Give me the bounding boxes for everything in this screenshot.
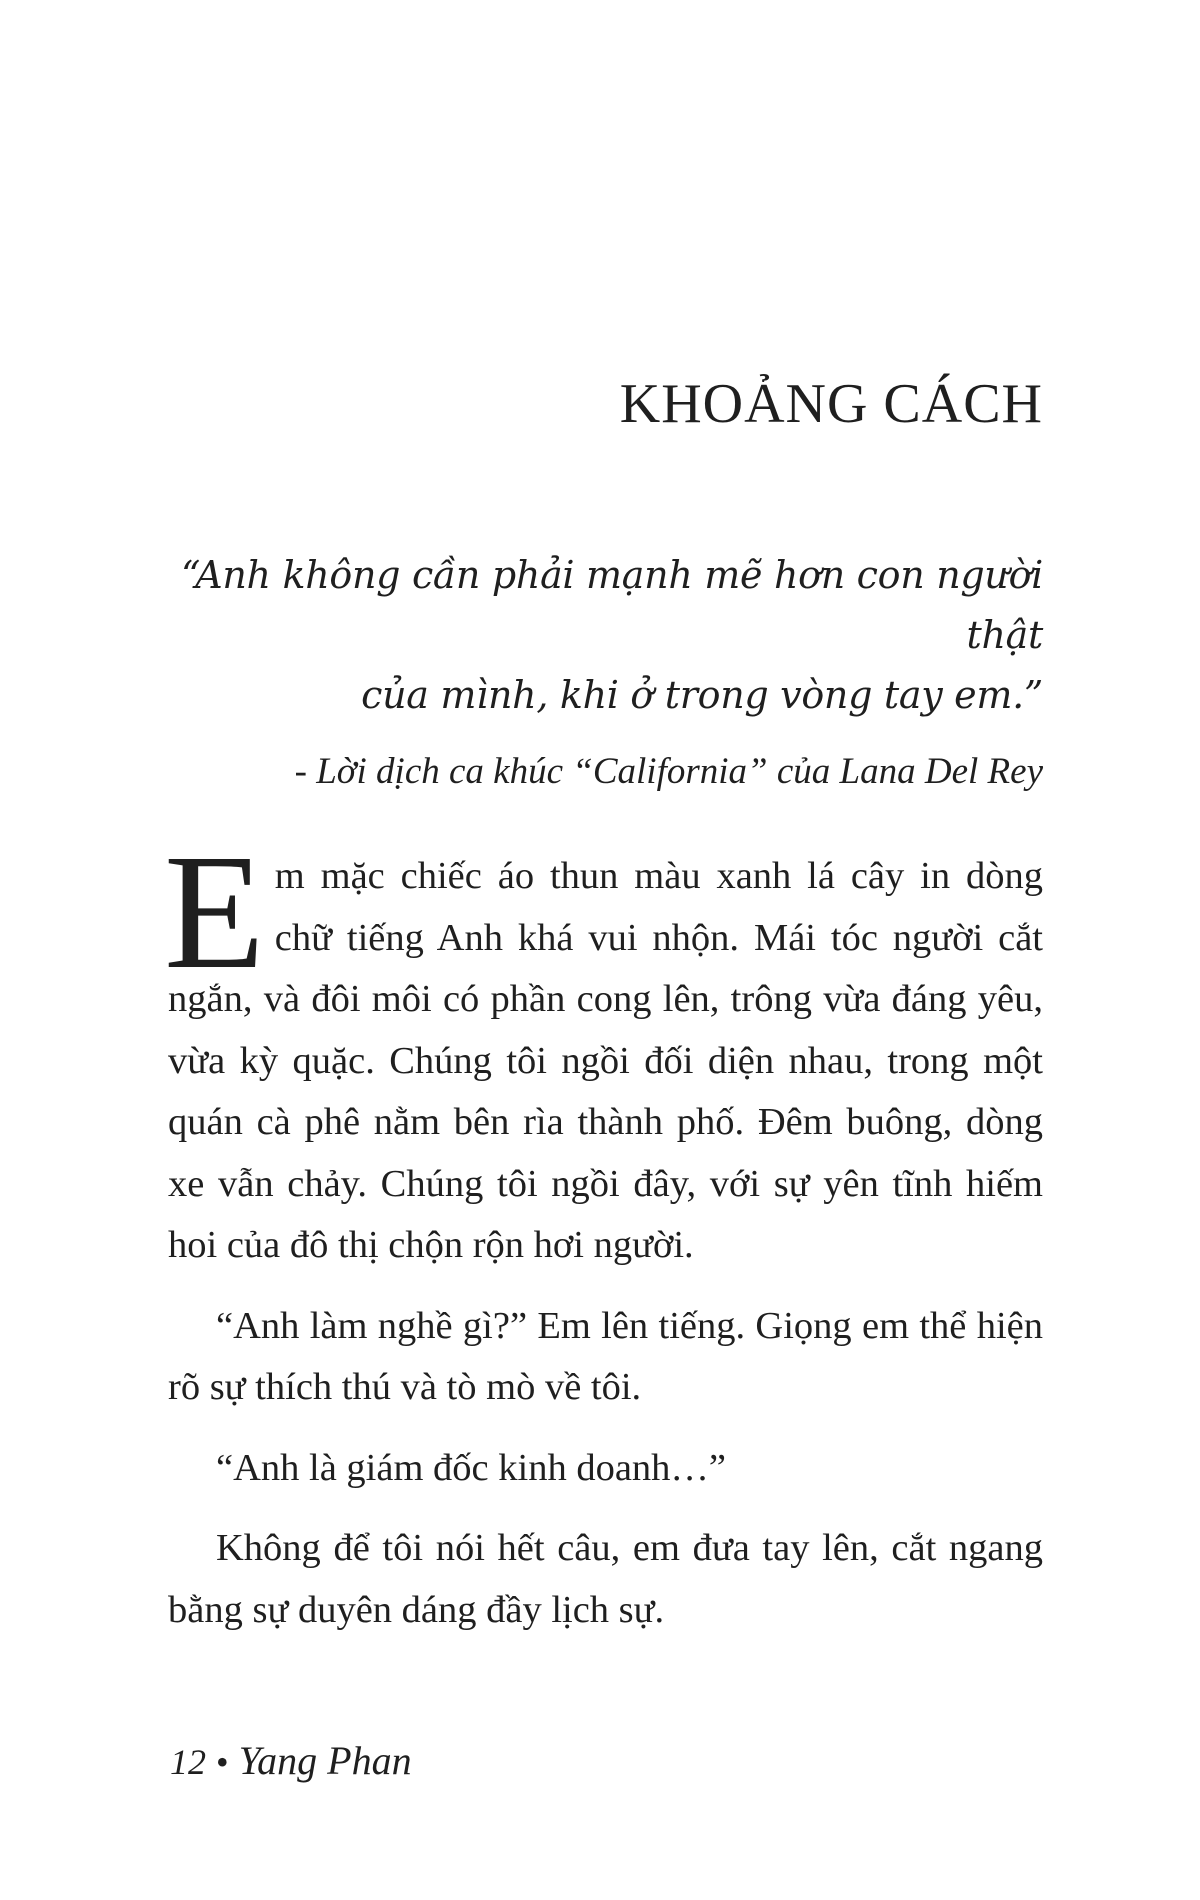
footer-bullet: •	[216, 1742, 229, 1782]
epigraph-quote	[143, 545, 1043, 725]
paragraph-3: “Anh là giám đốc kinh doanh…”	[216, 1446, 726, 1489]
epigraph-quote-line-1: “Anh không cần phải mạnh mẽ hơn con người thật	[181, 553, 1043, 657]
epigraph	[143, 545, 1043, 797]
paragraph-1	[164, 820, 1043, 1277]
epigraph-quote-line-2: của mình, khi ở trong vòng tay em.”	[361, 673, 1043, 717]
chapter-title: KHOẢNG CÁCH	[619, 373, 1043, 435]
author-name: Yang Phan	[238, 1738, 412, 1783]
chapter-body	[164, 820, 1043, 1660]
epigraph-source: - Lời dịch ca khúc “California” của Lana Del Rey	[294, 751, 1043, 792]
page-footer	[170, 1737, 412, 1784]
drop-cap: E	[164, 820, 265, 1003]
paragraph-1-text: m mặc chiếc áo thun màu xanh lá cây in dòng chữ tiếng Anh khá vui nhộn. Mái tóc người cắt ngắn, và đôi môi có phần cong lên, trông vừa đáng yêu, vừa kỳ quặc. Chúng tôi ngồi đối diện nhau, trong một quán cà phê nằm bên rìa thành phố. Đêm buông, dòng xe vẫn chảy. Chúng tôi ngồi đây, với sự yên tĩnh hiếm hoi của đô thị chộn rộn hơi người.	[168, 855, 1043, 1266]
paragraph-4: Không để tôi nói hết câu, em đưa tay lên, cắt ngang bằng sự duyên dáng đầy lịch sự.	[168, 1527, 1043, 1631]
page-number: 12	[170, 1742, 206, 1782]
paragraph-2: “Anh làm nghề gì?” Em lên tiếng. Giọng em thể hiện rõ sự thích thú và tò mò về tôi.	[168, 1304, 1043, 1408]
